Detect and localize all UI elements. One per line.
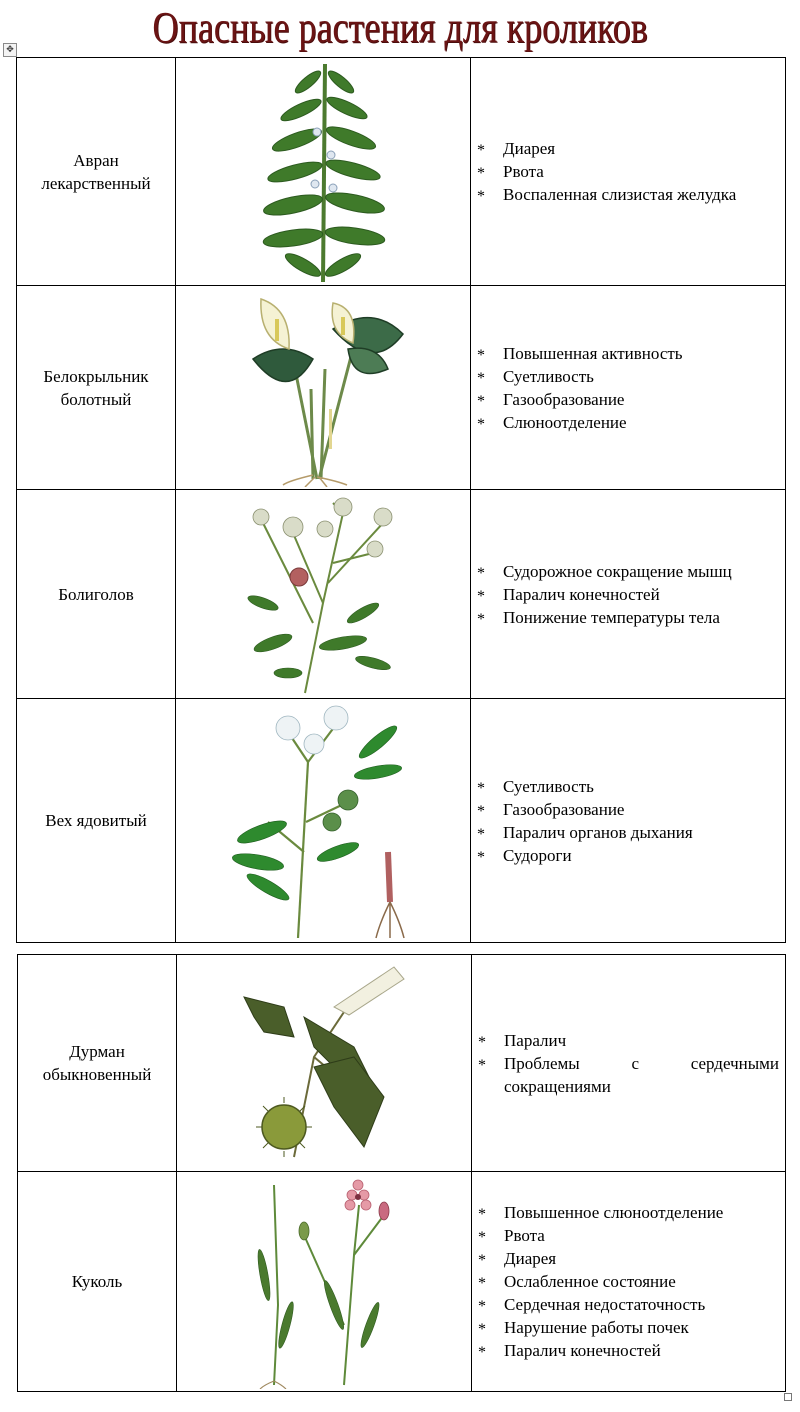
plant-name-cell xyxy=(17,699,176,943)
plant-name-line: Дурман xyxy=(69,1042,125,1061)
symptom-item: * Рвота xyxy=(503,160,779,183)
symptom-item: * Суетливость xyxy=(503,365,779,388)
cicuta-plant-illustration xyxy=(228,702,418,940)
symptom-item: * Ослабленное состояние xyxy=(504,1270,779,1293)
plant-name-cell xyxy=(18,955,177,1172)
symptoms-cell xyxy=(472,1172,786,1392)
symptom-item: * Судороги xyxy=(503,844,779,867)
symptom-item: * Слюноотделение xyxy=(503,411,779,434)
symptom-item: * Проблемы с сердечными сокращениями xyxy=(504,1052,779,1098)
symptom-item: * Паралич xyxy=(504,1029,779,1052)
symptom-item: * Повышенное слюноотделение xyxy=(504,1201,779,1224)
plant-name-line: Белокрыльник xyxy=(43,366,149,386)
plant-image-cell xyxy=(176,58,471,286)
symptom-item: * Воспаленная слизистая желудка xyxy=(503,183,779,206)
symptom-list xyxy=(471,560,785,629)
symptom-list xyxy=(471,342,785,434)
plant-image-cell xyxy=(176,490,471,699)
symptom-item: * Сердечная недостаточность xyxy=(504,1293,779,1316)
symptom-item: * Газообразование xyxy=(503,388,779,411)
plant-image-cell xyxy=(176,699,471,943)
plant-name-line: болотный xyxy=(60,389,132,409)
corncockle-plant-illustration xyxy=(234,1175,414,1389)
symptom-list xyxy=(472,1029,785,1098)
plant-image-cell xyxy=(177,955,472,1172)
plant-name-line: обыкновенный xyxy=(42,1065,152,1084)
table-row xyxy=(17,699,786,943)
symptom-item: * Повышенная активность xyxy=(503,342,779,365)
symptom-item: * Судорожное сокращение мышц xyxy=(503,560,779,583)
table-row xyxy=(18,955,786,1172)
symptom-list xyxy=(472,1201,785,1362)
plant-name-cell xyxy=(17,58,176,286)
move-handle-icon[interactable]: ✥ xyxy=(3,43,17,57)
plants-table-2 xyxy=(17,954,786,1392)
symptom-item: * Диарея xyxy=(503,137,779,160)
symptoms-cell xyxy=(471,286,786,490)
symptom-item: * Газообразование xyxy=(503,798,779,821)
plant-name-line: лекарственный xyxy=(41,173,151,193)
plant-name-line: Куколь xyxy=(71,1272,123,1291)
plant-name-line: Авран xyxy=(73,150,119,170)
plant-image-cell xyxy=(177,1172,472,1392)
plant-name-cell xyxy=(17,286,176,490)
symptom-item: * Нарушение работы почек xyxy=(504,1316,779,1339)
symptoms-cell xyxy=(471,699,786,943)
symptom-item: * Паралич конечностей xyxy=(503,583,779,606)
table-row xyxy=(17,490,786,699)
symptom-item: * Паралич органов дыхания xyxy=(503,821,779,844)
calla-plant-illustration xyxy=(233,289,413,487)
symptom-list xyxy=(471,775,785,867)
symptom-item: * Суетливость xyxy=(503,775,779,798)
table-row xyxy=(18,1172,786,1392)
table-row xyxy=(17,58,786,286)
symptoms-cell xyxy=(471,58,786,286)
plant-name-cell xyxy=(18,1172,177,1392)
table-row xyxy=(17,286,786,490)
plants-table-1 xyxy=(16,57,786,943)
datura-plant-illustration xyxy=(234,957,414,1169)
symptom-item: * Паралич конечностей xyxy=(504,1339,779,1362)
page-title: Опасные растения для кроликов xyxy=(152,3,648,52)
symptom-item: * Рвота xyxy=(504,1224,779,1247)
symptoms-cell xyxy=(471,490,786,699)
gratiola-plant-illustration xyxy=(233,60,413,284)
plant-name-line: Вех ядовитый xyxy=(45,811,147,830)
symptoms-cell xyxy=(472,955,786,1172)
plant-image-cell xyxy=(176,286,471,490)
symptom-list xyxy=(471,137,785,206)
plant-name-line: Болиголов xyxy=(58,584,134,604)
symptom-item: * Понижение температуры тела xyxy=(503,606,779,629)
plant-name-cell xyxy=(17,490,176,699)
resize-handle-icon[interactable] xyxy=(784,1393,792,1401)
hemlock-plant-illustration xyxy=(233,493,413,695)
symptom-item: * Диарея xyxy=(504,1247,779,1270)
